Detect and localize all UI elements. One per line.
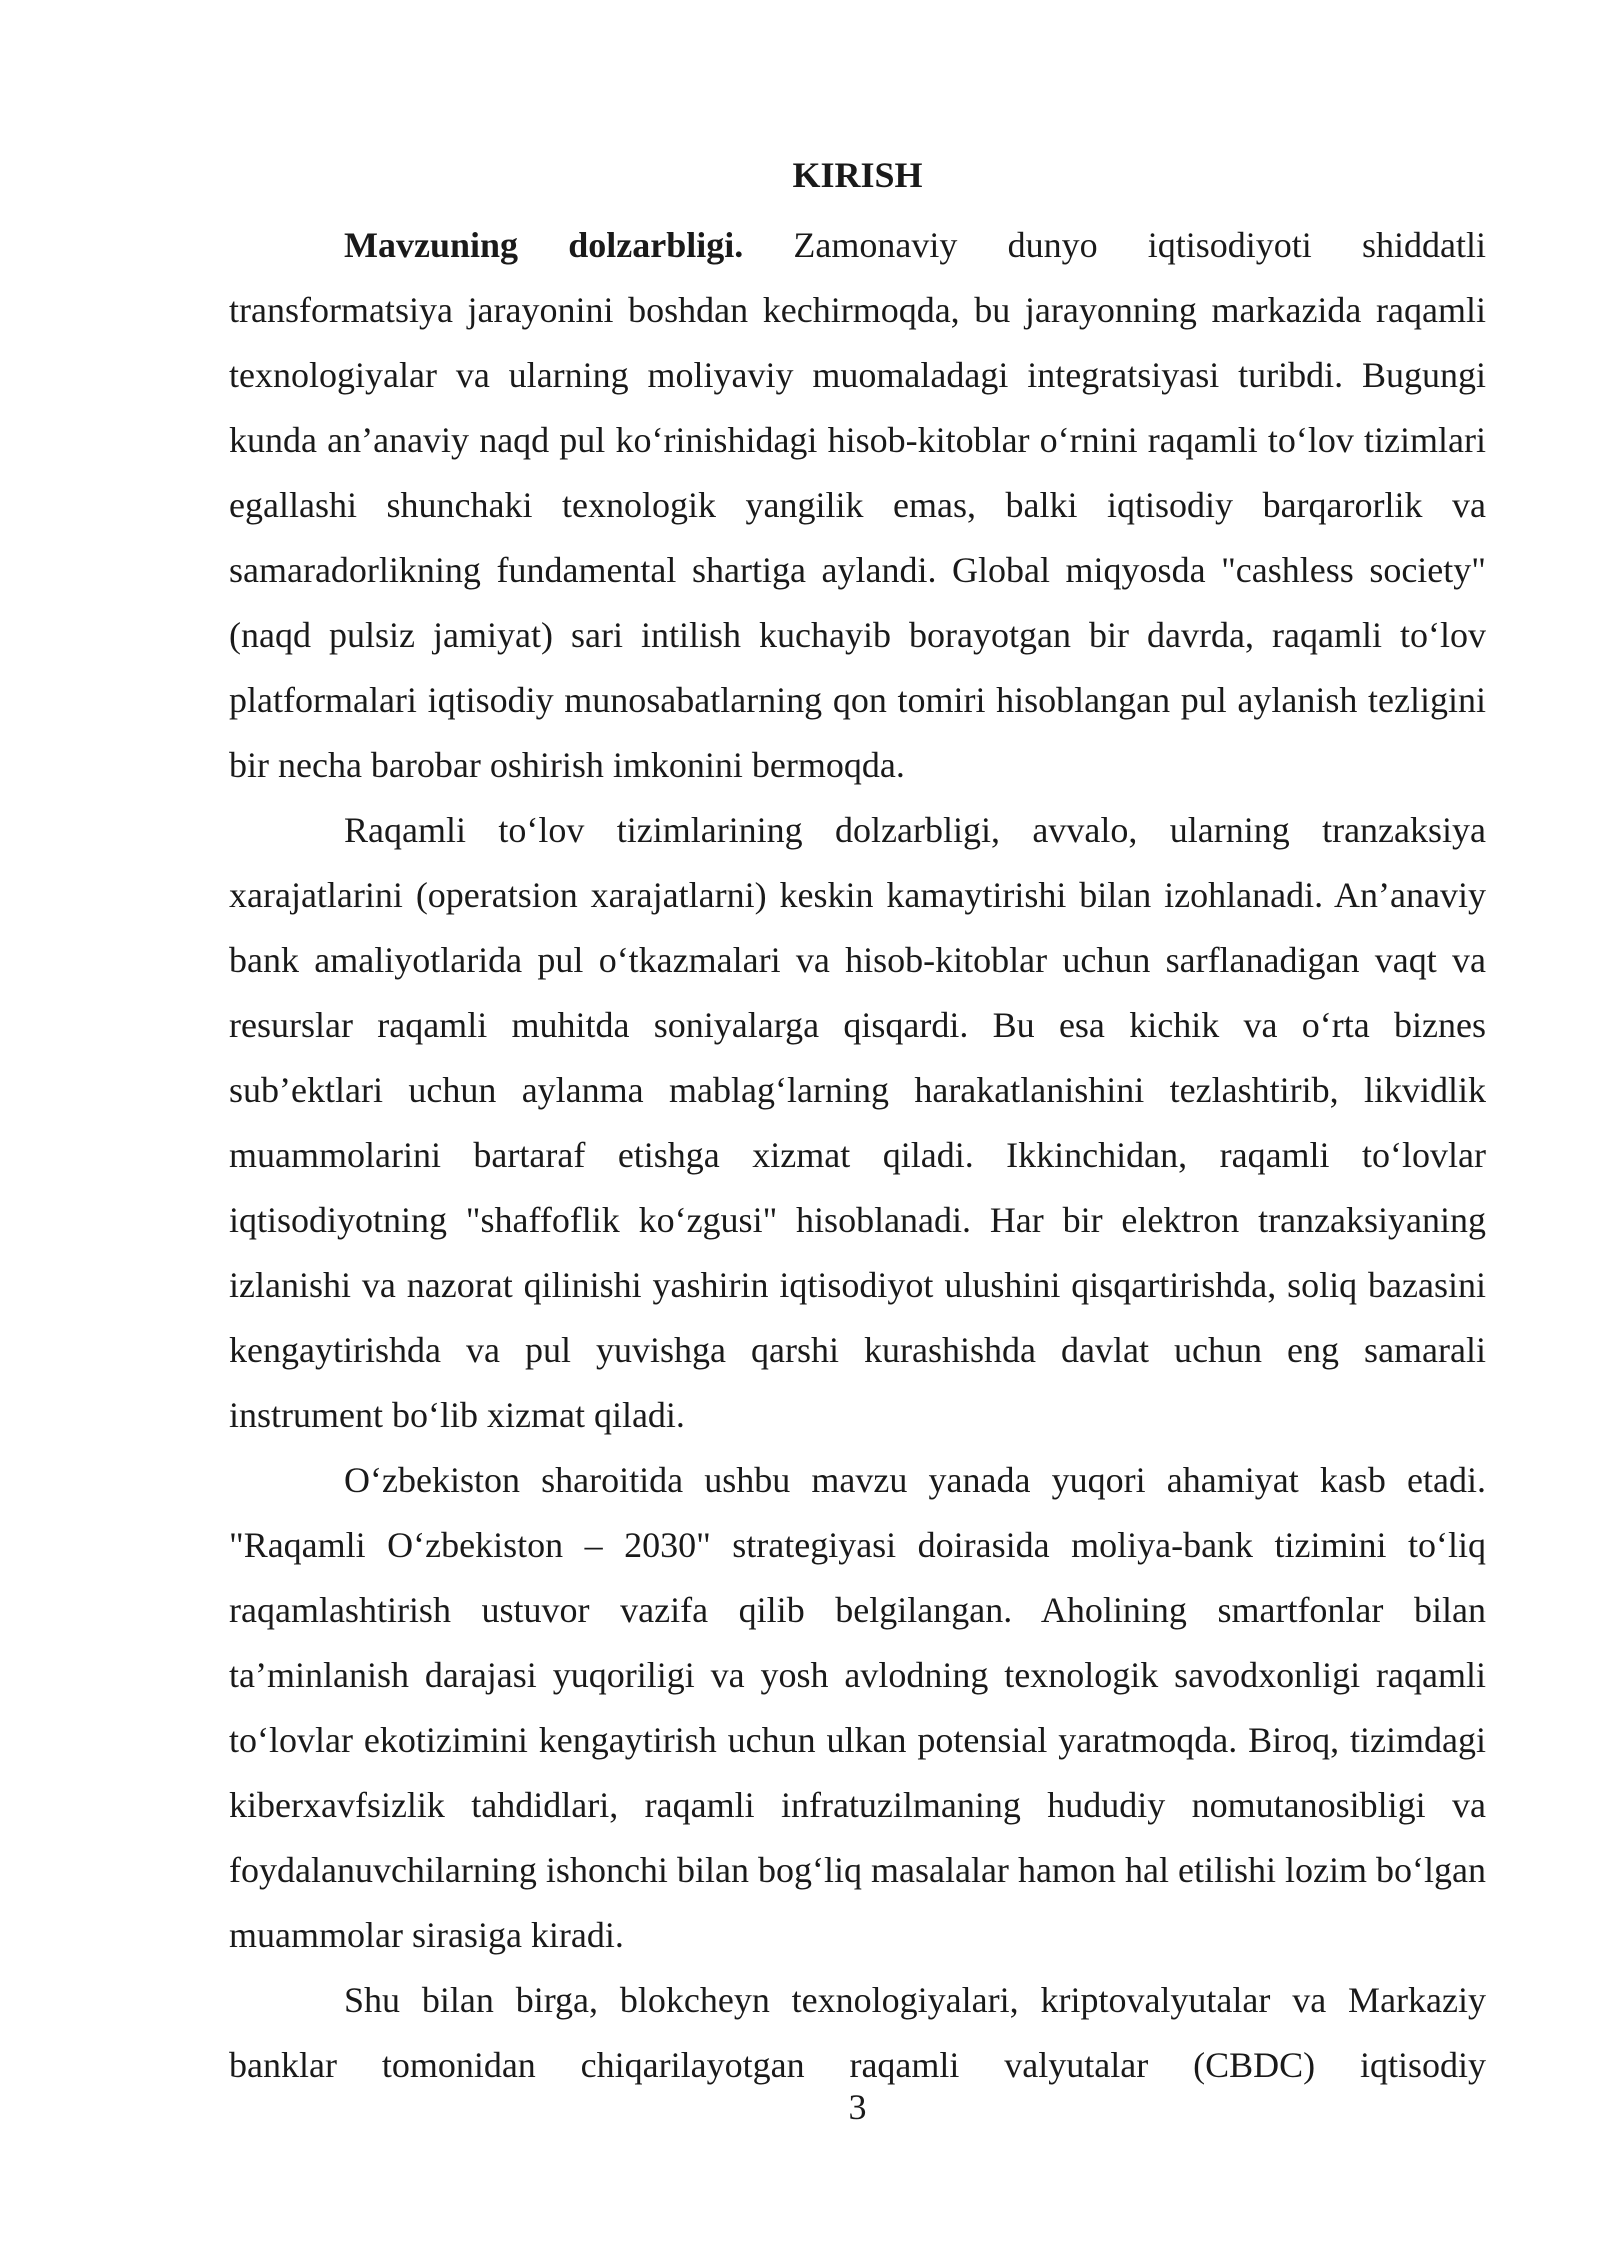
section-heading: KIRISH [792,155,923,195]
paragraph-digital-payments [229,798,1486,1448]
page-number: 3 [848,2087,867,2127]
paragraph-uzbekistan [229,1448,1486,1968]
paragraph-text: Zamonaviy dunyo iqtisodiyoti shiddatli transformatsiya jarayonini boshdan kechirmoqda, bu jarayonning markazida raqamli texnologiyalar va ularning moliyaviy muomaladagi integratsiyasi turibdi. Bugungi kunda an’anaviy naqd pul koʻrinishidagi hisob-kitoblar oʻrnini raqamli toʻlov tizimlari egallashi shunchaki texnologik yangilik emas, balki iqtisodiy barqarorlik va samaradorlikning fundamental shartiga aylandi. Global miqyosda "cashless society" (naqd pulsiz jamiyat) sari intilish kuchayib borayotgan bir davrda, raqamli toʻlov platformalari iqtisodiy munosabatlarning qon tomiri hisoblangan pul aylanish tezligini bir necha barobar oshirish imkonini bermoqda. [229,225,1487,785]
paragraph-relevance [229,213,1486,798]
paragraph-blockchain [229,1968,1486,2098]
paragraph-text: Shu bilan birga, blokcheyn texnologiyalari, kriptovalyutalar va Markaziy banklar tomonidan chiqarilayotgan raqamli valyutalar (CBDC) iqtisodiy [229,1980,1486,2085]
body-text [229,213,1486,2098]
paragraph-lead: Mavzuning dolzarbligi. [344,225,744,265]
paragraph-text: Raqamli toʻlov tizimlarining dolzarbligi, avvalo, ularning tranzaksiya xarajatlarini (operatsion xarajatlarni) keskin kamaytirishi bilan izohlanadi. An’anaviy bank amaliyotlarida pul oʻtkazmalari va hisob-kitoblar uchun sarflanadigan vaqt va resurslar raqamli muhitda soniyalarga qisqardi. Bu esa kichik va oʻrta biznes sub’ektlari uchun aylanma mablagʻlarning harakatlanishini tezlashtirib, likvidlik muammolarini bartaraf etishga xizmat qiladi. Ikkinchidan, raqamli toʻlovlar iqtisodiyotning "shaffoflik koʻzgusi" hisoblanadi. Har bir elektron tranzaksiyaning izlanishi va nazorat qilinishi yashirin iqtisodiyot ulushini qisqartirishda, soliq bazasini kengaytirishda va pul yuvishga qarshi kurashishda davlat uchun eng samarali instrument boʻlib xizmat qiladi. [229,810,1486,1435]
paragraph-text: Oʻzbekiston sharoitida ushbu mavzu yanada yuqori ahamiyat kasb etadi. "Raqamli Oʻzbekiston – 2030" strategiyasi doirasida moliya-bank tizimini toʻliq raqamlashtirish ustuvor vazifa qilib belgilangan. Aholining smartfonlar bilan ta’minlanish darajasi yuqoriligi va yosh avlodning texnologik savodxonligi raqamli toʻlovlar ekotizimini kengaytirish uchun ulkan potensial yaratmoqda. Biroq, tizimdagi kiberxavfsizlik tahdidlari, raqamli infratuzilmaning hududiy nomutanosibligi va foydalanuvchilarning ishonchi bilan bogʻliq masalalar hamon hal etilishi lozim boʻlgan muammolar sirasiga kiradi. [229,1460,1486,1955]
